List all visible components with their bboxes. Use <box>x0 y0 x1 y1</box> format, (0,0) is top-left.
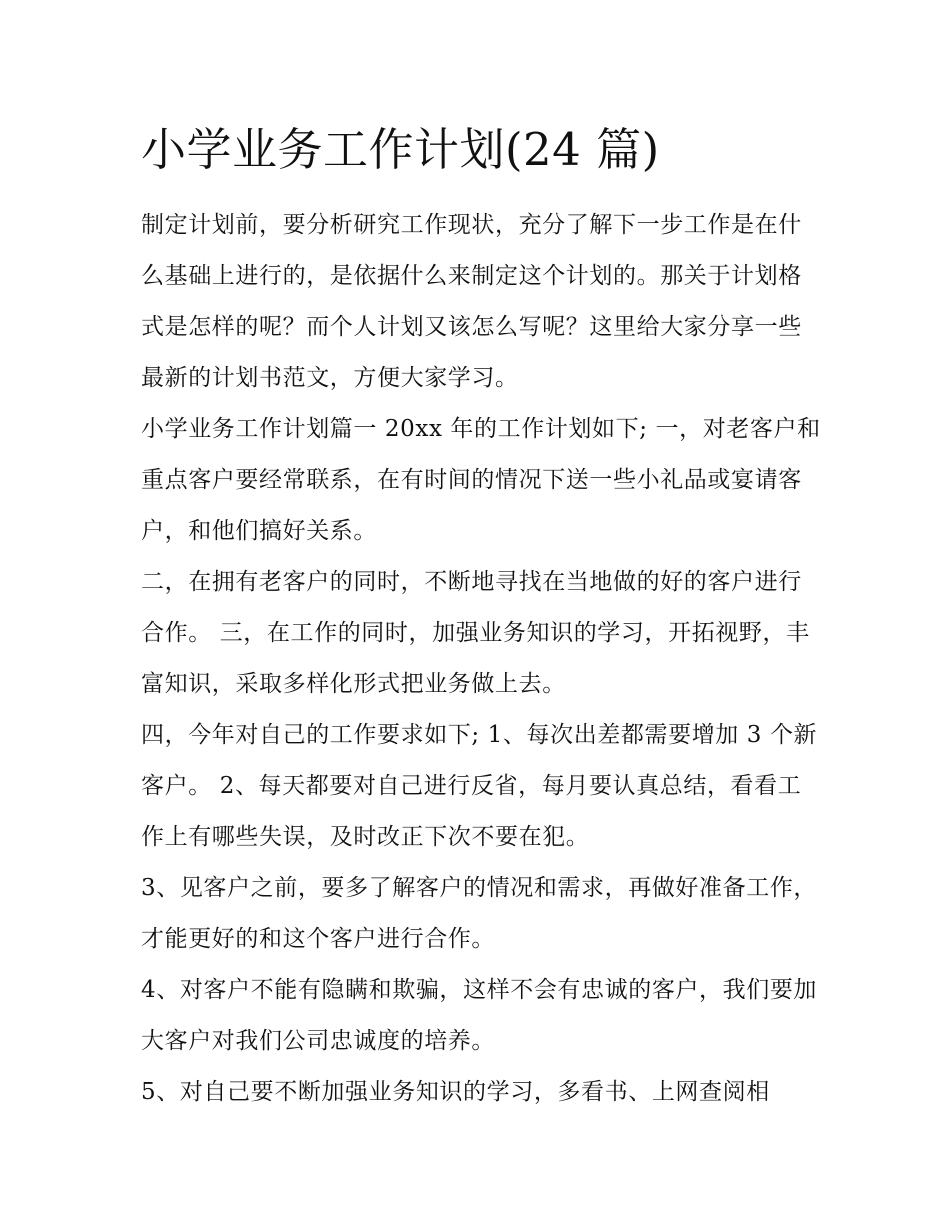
document-title: 小学业务工作计划(24 篇) <box>141 123 660 176</box>
paragraph-point-5: 5、对自己要不断加强业务知识的学习，多看书、上网查阅相 <box>141 1079 770 1105</box>
paragraph-point-4: 4、对客户不能有隐瞒和欺骗，这样不会有忠诚的客户，我们要加大客户对我们公司忠诚度的培养。 <box>141 977 818 1054</box>
paragraph-item-two-three: 二，在拥有老客户的同时，不断地寻找在当地做的好的客户进行合作。 三，在工作的同时，加强业务知识的学习，开拓视野，丰富知识，采取多样化形式把业务做上去。 <box>141 569 810 697</box>
paragraph-point-3: 3、见客户之前，要多了解客户的情况和需求，再做好准备工作，才能更好的和这个客户进行合作。 <box>141 875 818 952</box>
paragraph-intro: 制定计划前，要分析研究工作现状，充分了解下一步工作是在什么基础上进行的，是依据什么来制定这个计划的。那关于计划格式是怎样的呢？而个人计划又该怎么写呢？这里给大家分享一些最新的计划书范文，方便大家学习。 <box>141 212 802 391</box>
paragraph-item-four: 四，今年对自己的工作要求如下; 1、每次出差都需要增加 3 个新客户。 2、每天都要对自己进行反省，每月要认真总结，看看工作上有哪些失误，及时改正下次不要在犯。 <box>141 722 818 850</box>
document-body <box>141 118 821 1118</box>
paragraph-plan-one: 小学业务工作计划篇一 20xx 年的工作计划如下; 一，对老客户和重点客户要经常联系，在有时间的情况下送一些小礼品或宴请客户，和他们搞好关系。 <box>141 416 821 544</box>
